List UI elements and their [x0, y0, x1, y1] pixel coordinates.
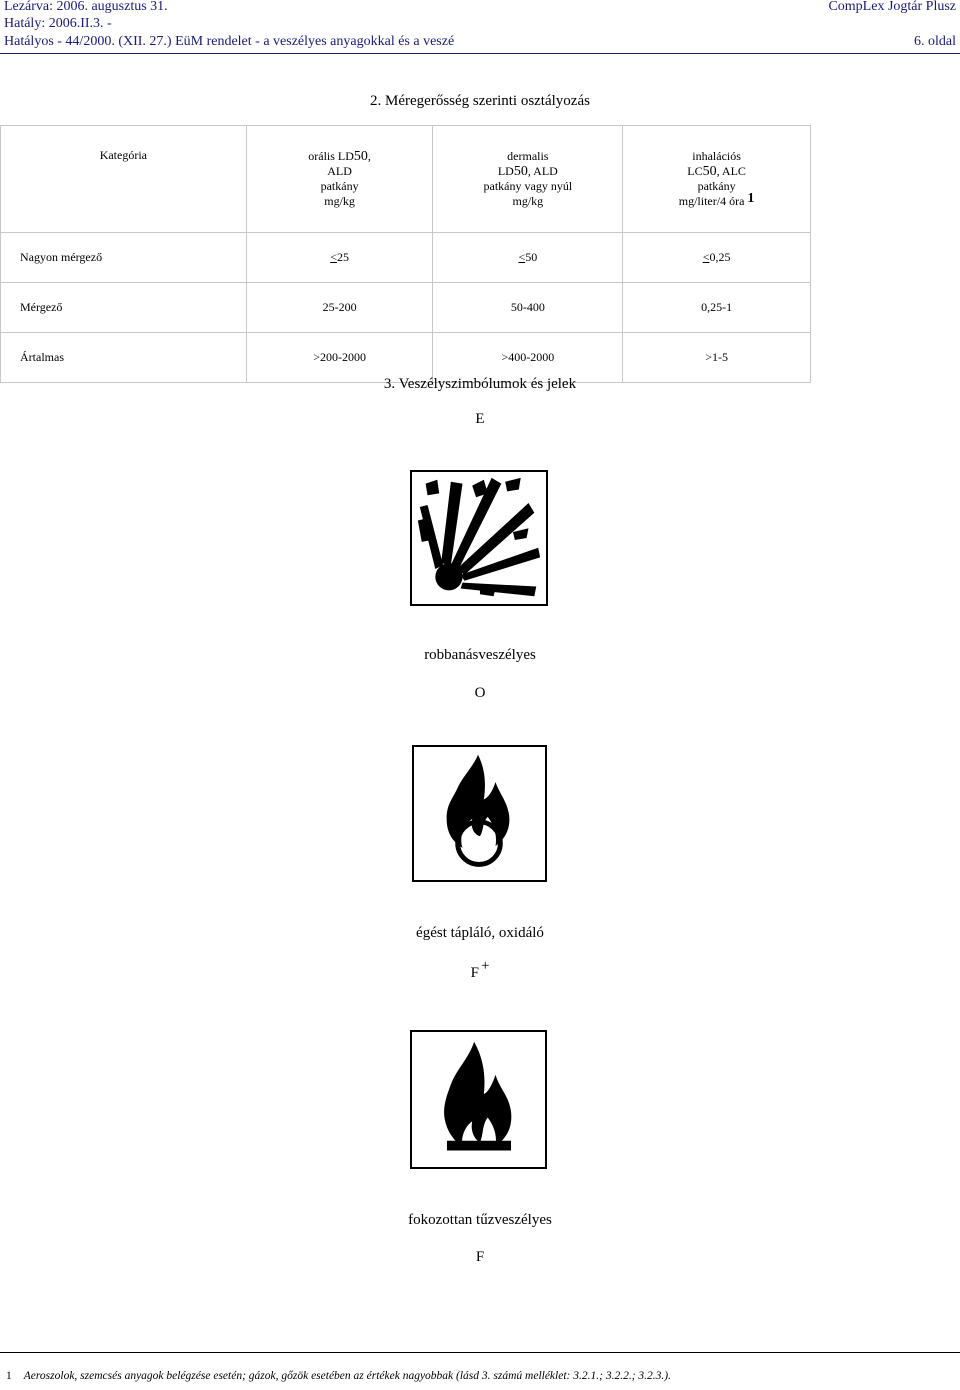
- document-title: Hatályos - 44/2000. (XII. 27.) EüM rendelet - a veszélyes anyagokkal és a veszé: [4, 34, 455, 49]
- row-dermal: >400-2000: [433, 333, 623, 383]
- row-oral: <25: [246, 233, 433, 283]
- product-name: CompLex Jogtár Plusz: [828, 0, 956, 14]
- row-inhalation: <0,25: [623, 233, 811, 283]
- footnote-number: 1: [6, 1370, 12, 1382]
- effective-date: Hatály: 2006.II.3. -: [4, 16, 112, 31]
- footnote: [6, 1370, 671, 1382]
- row-dermal: <50: [433, 233, 623, 283]
- row-category: Nagyon mérgező: [1, 233, 247, 283]
- footnote-divider: [0, 1352, 960, 1353]
- row-oral: >200-2000: [246, 333, 433, 383]
- header-inhalation: inhalációs LC50, ALC patkány mg/liter/4 óra 1: [623, 126, 811, 233]
- row-category: Mérgező: [1, 283, 247, 333]
- symbol-letter-f-plus: F +: [470, 958, 490, 981]
- table-row: [1, 333, 811, 383]
- header-oral: orális LD50, ALD patkány mg/kg: [246, 126, 433, 233]
- table-row: [1, 283, 811, 333]
- symbol-caption-oxidizing: égést tápláló, oxidáló: [416, 925, 544, 941]
- symbol-letter-e: E: [475, 411, 485, 427]
- symbol-caption-explosive: robbanásveszélyes: [424, 647, 536, 663]
- toxicity-table: [0, 125, 811, 383]
- section-2-title: 2. Méregerősség szerinti osztályozás: [370, 93, 590, 109]
- explosion-icon: [410, 470, 548, 606]
- symbol-caption-highly-flammable: fokozottan tűzveszélyes: [408, 1212, 552, 1228]
- flame-icon: [410, 1030, 547, 1169]
- page-number: 6. oldal: [914, 34, 956, 49]
- row-dermal: 50-400: [433, 283, 623, 333]
- header-category: Kategória: [1, 126, 247, 233]
- footnote-text: Aeroszolok, szemcsés anyagok belégzése esetén; gázok, gőzök esetében az értékek nagyobbak (lásd 3. számú melléklet: 3.2.1.; 3.2.2.; 3.2.3.).: [23, 1370, 671, 1382]
- row-oral: 25-200: [246, 283, 433, 333]
- header-dermal: dermalis LD50, ALD patkány vagy nyúl mg/kg: [433, 126, 623, 233]
- row-inhalation: >1-5: [623, 333, 811, 383]
- table-header-row: [1, 126, 811, 233]
- row-inhalation: 0,25-1: [623, 283, 811, 333]
- header-divider: [0, 53, 960, 54]
- table-row: [1, 233, 811, 283]
- flame-over-circle-icon: [412, 745, 547, 882]
- section-3-title: 3. Veszélyszimbólumok és jelek: [383, 376, 577, 392]
- symbol-letter-f: F: [475, 1249, 485, 1265]
- symbol-letter-o: O: [474, 685, 486, 701]
- closing-date: Lezárva: 2006. augusztus 31.: [4, 0, 168, 14]
- row-category: Ártalmas: [1, 333, 247, 383]
